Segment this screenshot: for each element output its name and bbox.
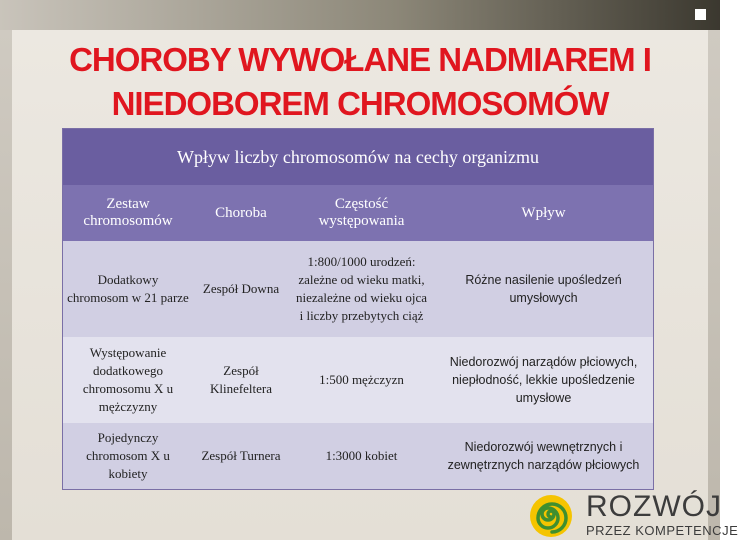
table-cell: Występowanie dodatkowego chromosomu X u mężczyzny (82, 345, 174, 414)
header-chromosome-set: Zestaw chromosomów (83, 196, 173, 229)
rozwoj-logo (528, 490, 738, 540)
header-impact: Wpływ (521, 204, 566, 221)
table-cell: Pojedynczy chromosom X u kobiety (86, 430, 170, 481)
table-cell: 1:500 mężczyzn (319, 372, 404, 387)
table-cell: Zespół Klinefeltera (209, 363, 273, 396)
table-row (63, 337, 653, 423)
spiral-logo-icon (528, 493, 574, 539)
slide-title (20, 38, 700, 126)
table-cell: 1:800/1000 urodzeń: zależne od wieku matki, niezależne od wieku ojca i liczby przebytych ciąż (295, 254, 427, 323)
table-caption: Wpływ liczby chromosomów na cechy organizmu (63, 129, 653, 185)
table-cell: Różne nasilenie upośledzeń umysłowych (465, 273, 622, 305)
top-bar (0, 0, 720, 30)
right-border (708, 30, 720, 540)
table-cell: 1:3000 kobiet (325, 448, 398, 463)
header-disease: Choroba (215, 204, 267, 221)
corner-square (695, 9, 706, 20)
table-cell: Zespół Turnera (201, 448, 281, 463)
slide-title-line-2: NIEDOBOREM CHROMOSOMÓW (111, 85, 609, 122)
table-cell: Niedorozwój wewnętrznych i zewnętrznych narządów płciowych (447, 440, 640, 472)
slide-title-line-1: CHOROBY WYWOŁANE NADMIAREM I (69, 41, 651, 78)
logo-subtitle: PRZEZ KOMPETENCJE (586, 523, 738, 538)
table-row (63, 241, 653, 337)
table-cell: Niedorozwój narządów płciowych, niepłodność, lekkie upośledzenie umysłowe (449, 355, 638, 405)
table-header-row (63, 185, 653, 241)
table-cell: Dodatkowy chromosom w 21 parze (67, 272, 189, 305)
left-border (0, 30, 12, 540)
logo-name: ROZWÓJ (586, 490, 722, 523)
table-cell: Zespół Downa (202, 281, 280, 296)
table-row (63, 423, 653, 489)
header-frequency: Częstość występowania (318, 196, 405, 229)
chromosome-table (62, 128, 654, 490)
